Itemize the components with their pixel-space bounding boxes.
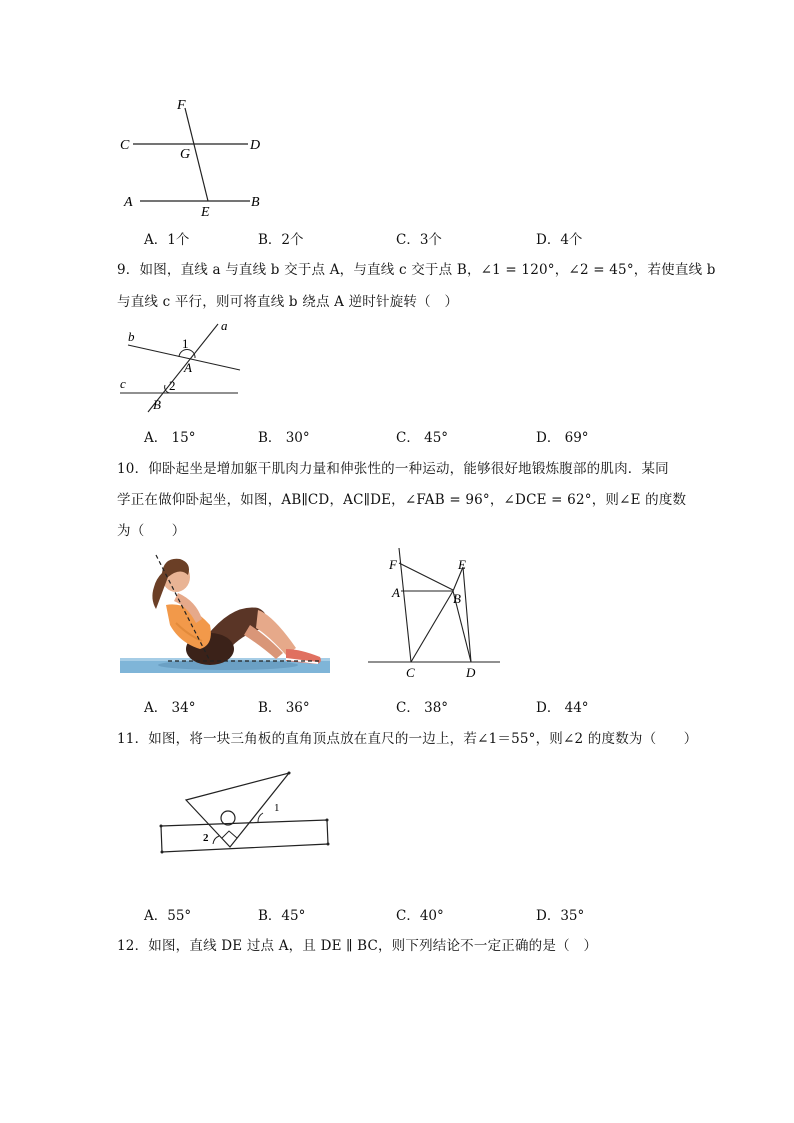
- angle-1-arc: [258, 813, 263, 822]
- figure-q10-geometry: [365, 545, 505, 680]
- label-angle-1: 1: [274, 802, 280, 814]
- q10-option-b: B． 36°: [258, 700, 310, 716]
- label-b-line: b: [128, 329, 135, 344]
- label-e: E: [458, 557, 466, 572]
- angle-2-arc: [213, 836, 219, 844]
- ruler: [161, 820, 328, 852]
- situp-illustration: [118, 553, 333, 678]
- q8-option-d: D．4个: [536, 232, 583, 248]
- label-point-a: A: [184, 360, 192, 375]
- label-f: F: [177, 98, 186, 113]
- label-a: A: [392, 585, 400, 600]
- q8-option-a: A．1个: [144, 232, 190, 248]
- label-b: B: [251, 195, 260, 210]
- q11-option-c: C．40°: [396, 908, 444, 924]
- q10-option-d: D． 44°: [536, 700, 589, 716]
- label-angle-2: 2: [169, 378, 176, 393]
- segment-fc: [399, 548, 411, 662]
- q10-text-line2: 学正在做仰卧起坐，如图，AB∥CD，AC∥DE，∠FAB = 96°，∠DCE = 62°，则∠E 的度数: [117, 492, 687, 508]
- q9-option-c: C． 45°: [396, 430, 449, 446]
- label-d: D: [466, 665, 476, 680]
- label-f: F: [389, 557, 397, 572]
- q10-text-line1: 10．仰卧起坐是增加躯干肌肉力量和伸张性的一种运动，能够很好地锻炼腹部的肌肉．某同: [117, 461, 669, 477]
- q10-text-line3: 为（ ）: [117, 523, 186, 539]
- q11-option-b: B．45°: [258, 908, 306, 924]
- q9-option-b: B． 30°: [258, 430, 310, 446]
- segment-cb: [411, 591, 453, 662]
- q9-text-line1: 9．如图，直线 a 与直线 b 交于点 A，与直线 c 交于点 B，∠1 = 120°，∠2 = 45°，若使直线 b: [117, 262, 716, 278]
- label-g: G: [180, 147, 191, 162]
- q11-text-line1: 11．如图，将一块三角板的直角顶点放在直尺的一边上，若∠1＝55°，则∠2 的度数为（ ）: [117, 731, 698, 747]
- q8-option-b: B．2个: [258, 232, 304, 248]
- segment-f-b: [399, 563, 453, 590]
- label-d: D: [250, 138, 261, 153]
- figure-q9-lines: [112, 318, 247, 413]
- q12-text-line1: 12．如图，直线 DE 过点 A，且 DE ∥ BC，则下列结论不一定正确的是（ ）: [117, 938, 598, 954]
- figure-q8-parallel-lines: [110, 90, 280, 225]
- q10-option-a: A． 34°: [144, 700, 196, 716]
- figure-q11-ruler-triangle: [155, 765, 335, 860]
- set-square-hole: [221, 811, 235, 825]
- q10-option-c: C． 38°: [396, 700, 449, 716]
- label-c-line: c: [120, 376, 126, 391]
- label-c: C: [120, 138, 130, 153]
- label-b: B: [453, 591, 461, 606]
- label-e: E: [201, 205, 210, 220]
- label-angle-1: 1: [182, 336, 189, 351]
- q9-text-line2: 与直线 c 平行，则可将直线 b 绕点 A 逆时针旋转（ ）: [117, 294, 459, 310]
- q11-option-d: D．35°: [536, 908, 585, 924]
- label-a-line: a: [221, 318, 228, 333]
- right-angle-mark: [222, 831, 237, 838]
- q8-option-c: C．3个: [396, 232, 442, 248]
- q9-option-a: A． 15°: [144, 430, 196, 446]
- label-angle-2: 2: [203, 832, 209, 844]
- q9-option-d: D． 69°: [536, 430, 589, 446]
- label-c: C: [406, 665, 415, 680]
- q11-option-a: A．55°: [144, 908, 192, 924]
- label-point-b: B: [153, 397, 161, 412]
- label-a: A: [124, 195, 133, 210]
